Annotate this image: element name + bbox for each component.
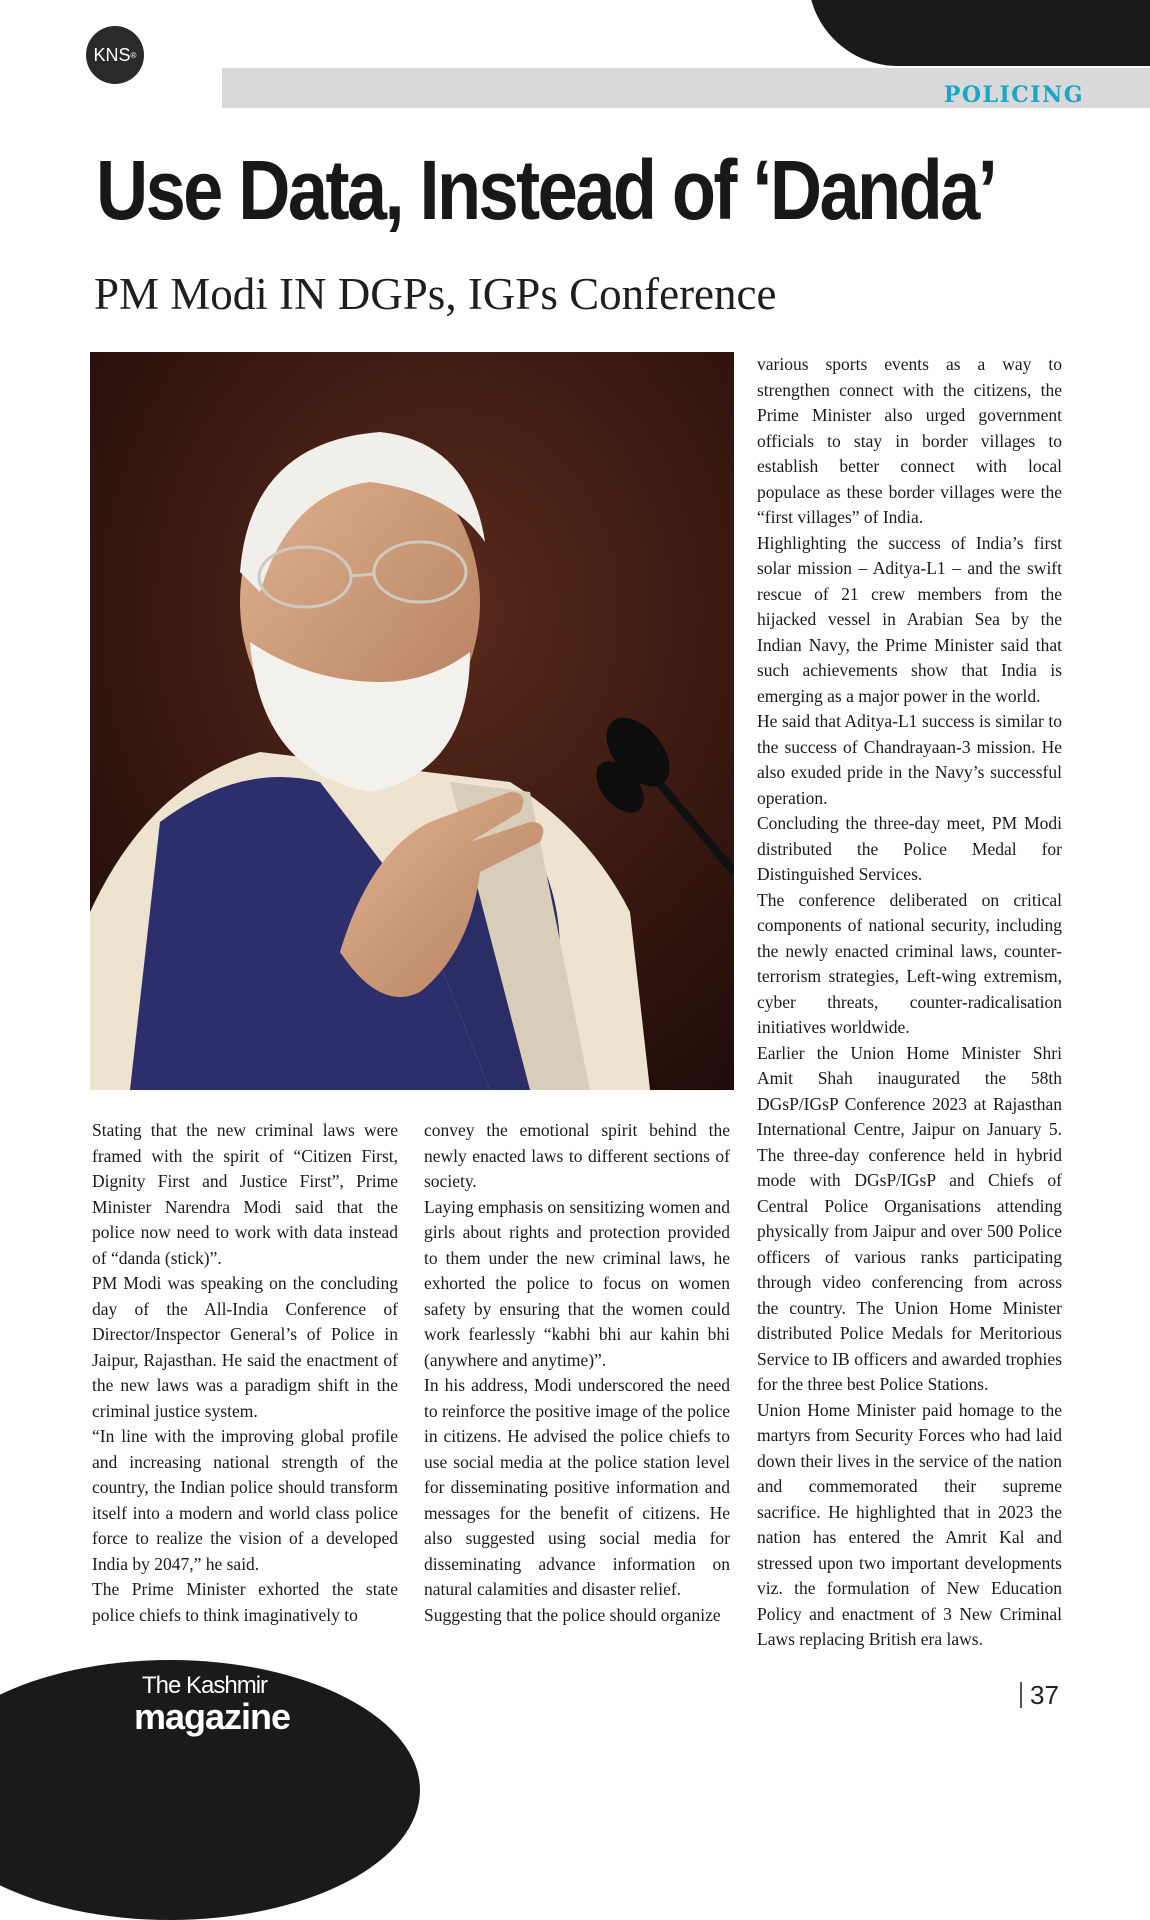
kns-logo: KNS ® — [86, 26, 144, 84]
paragraph: convey the emotional spirit behind the newly enacted laws to different sections of society. — [424, 1120, 730, 1191]
section-label: POLICING — [943, 82, 1084, 108]
paragraph: In his address, Modi underscored the need to reinforce the positive image of the police in citizens. He advised the police chiefs to use social media at the police station level for disseminating positive information and messages for the benefit of citizens. He also suggested using social media for disseminating advance information on natural calamities and disaster relief. — [424, 1375, 730, 1599]
paragraph: Stating that the new criminal laws were framed with the spirit of “Citizen First, Dignity First and Justice First”, Prime Minister Narendra Modi said that the police now need to work with data instead of “danda (stick)”. — [92, 1120, 398, 1268]
paragraph: Union Home Minister paid homage to the martyrs from Security Forces who had laid down their lives in the service of the nation and commemorated their supreme sacrifice. He highlighted that in 2023 the nation has entered the Amrit Kal and stressed upon two important developments viz. the formulation of New Education Policy and enactment of 3 New Criminal Laws replacing British era laws. — [757, 1399, 1062, 1649]
paragraph: Laying emphasis on sensitizing women and girls about rights and protection provided to them under the new criminal laws, he exhorted the police to focus on women safety by ensuring that the women could work fearlessly “kabhi bhi aur kahin bhi (anywhere and anytime)”. — [424, 1196, 730, 1370]
paragraph: He said that Aditya-L1 success is similar to the success of Chandrayaan-3 mission. He also exuded pride in the Navy’s successful operation. — [757, 711, 1062, 808]
paragraph: various sports events as a way to strengthen connect with the citizens, the Prime Minister also urged government officials to stay in border villages to establish better connect with local populace as these border villages were the “first villages” of India. — [757, 354, 1062, 527]
paragraph: Suggesting that the police should organize — [424, 1604, 721, 1625]
paragraph: “In line with the improving global profile and increasing national strength of the country, the Indian police should transform itself into a modern and world class police force to realize the vision of a developed India by 2047,” he said. — [92, 1426, 398, 1574]
article-column-right — [757, 352, 1062, 1653]
paragraph: Highlighting the success of India’s first solar mission – Aditya-L1 – and the swift rescue of 21 crew members from the hijacked vessel in Arabian Sea by the Indian Navy, the Prime Minister said that such achievements show that India is emerging as a major power in the world. — [757, 532, 1062, 706]
paragraph: Earlier the Union Home Minister Shri Amit Shah inaugurated the 58th DGsP/IGsP Conference 2023 at Rajasthan International Centre, Jaipur on January 5. The three-day conference held in hybrid mode with DGsP/IGsP and Chiefs of Central Police Organisations attending physically from Jaipur and over 500 Police officers of various ranks participating through video conferencing from across the country. The Union Home Minister distributed Police Medals for Meritorious Service to IB officers and awarded trophies for the three best Police Stations. — [757, 1042, 1062, 1394]
headline: Use Data, Instead of ‘Danda’ — [96, 143, 996, 237]
kns-logo-text: KNS — [93, 44, 131, 65]
magazine-logo-name: magazine — [134, 1696, 291, 1737]
subheadline: PM Modi IN DGPs, IGPs Conference — [94, 269, 777, 319]
article-column-middle — [424, 1118, 730, 1628]
magazine-logo-the: The Kashmir — [142, 1672, 268, 1699]
corner-decoration-top — [808, 0, 1150, 66]
paragraph: Concluding the three-day meet, PM Modi distributed the Police Medal for Distinguished Services. — [757, 813, 1062, 884]
article-column-left — [92, 1118, 398, 1628]
paragraph: The conference deliberated on critical components of national security, including the newly enacted criminal laws, counter-terrorism strategies, Left-wing extremism, cyber threats, counter-radicalisation initiatives worldwide. — [757, 889, 1062, 1037]
page-number: 37 — [1020, 1682, 1059, 1708]
speaker-photo — [90, 352, 734, 1090]
paragraph: PM Modi was speaking on the concluding day of the All-India Conference of Director/Inspector General’s of Police in Jaipur, Rajasthan. He said the enactment of the new laws was a paradigm shift in the criminal justice system. — [92, 1273, 398, 1421]
paragraph: The Prime Minister exhorted the state police chiefs to think imaginatively to — [92, 1579, 398, 1625]
